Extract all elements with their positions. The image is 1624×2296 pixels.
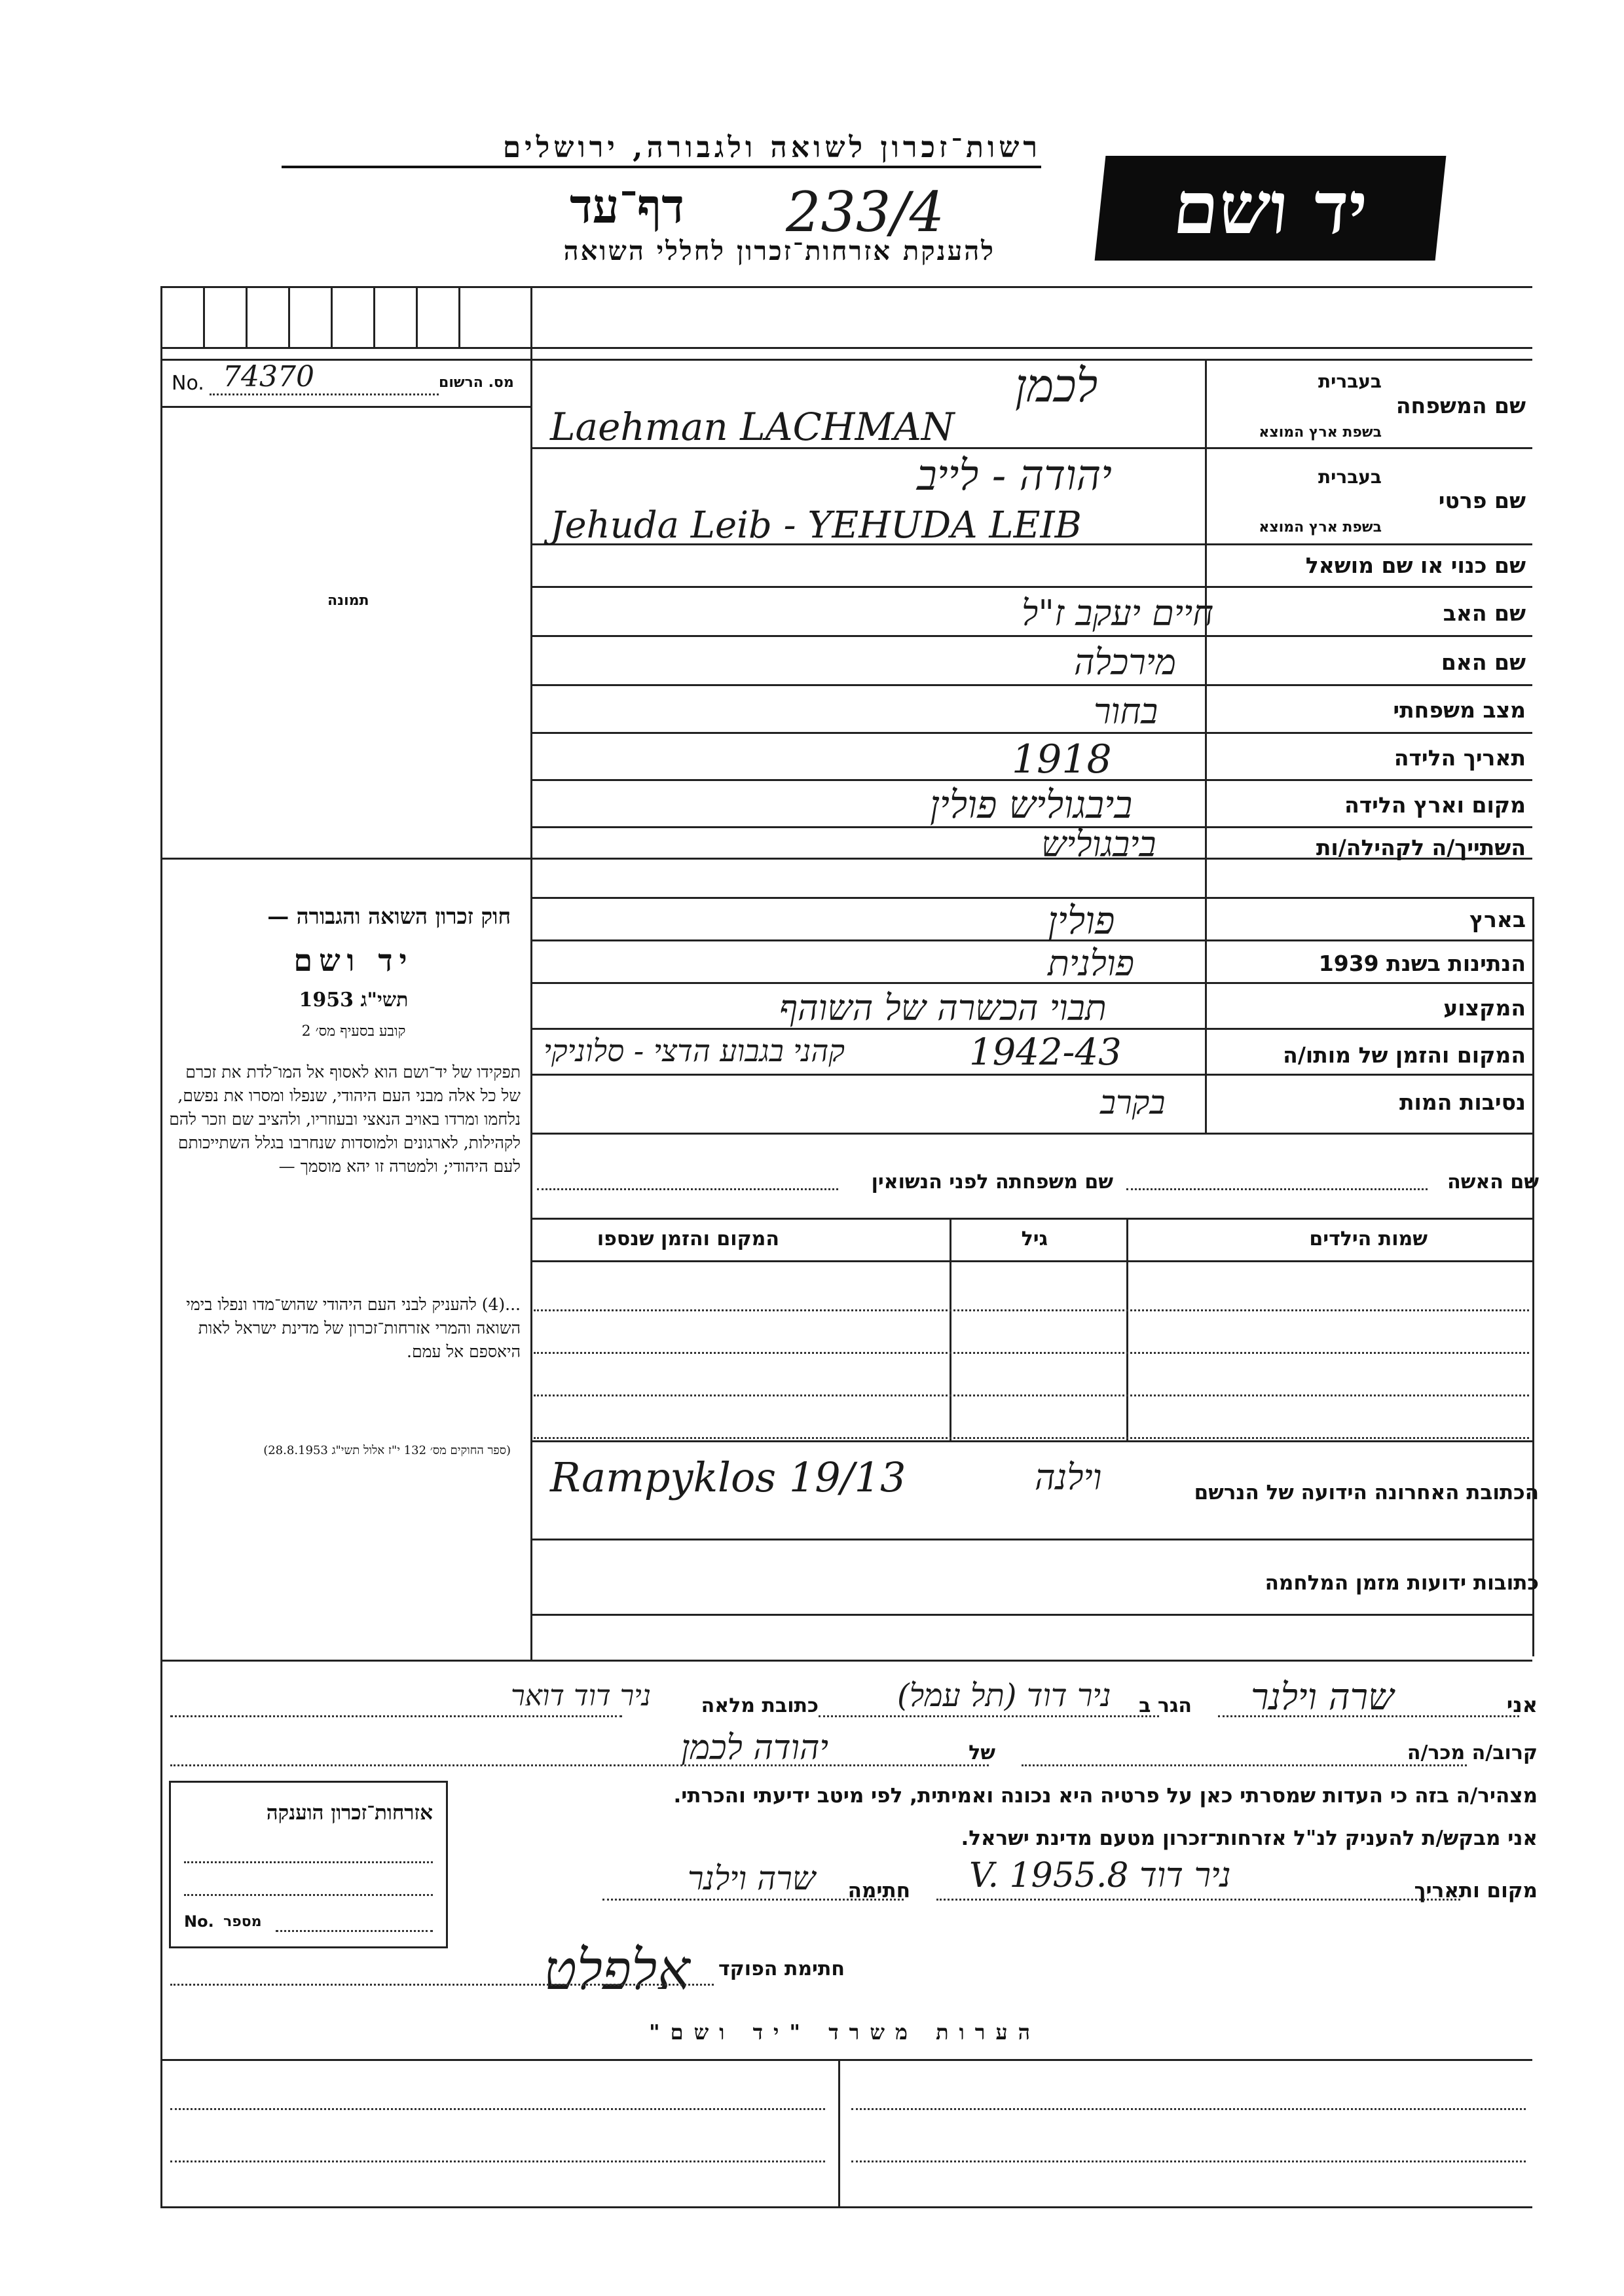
full-address-value: ניר דוד דואר (511, 1679, 652, 1713)
of-label: של (969, 1741, 995, 1764)
death-place-time-label: המקום והזמן של מותו/ה (1283, 1042, 1526, 1068)
declarant-ani: אני (1506, 1692, 1538, 1717)
table-row (534, 1394, 1529, 1396)
family-hebrew-sublabel: בעברית (1318, 371, 1382, 392)
family-name-label: שם המשפחה (1395, 393, 1526, 418)
marital-label: מצב משפחתי (1393, 697, 1526, 723)
death-cause-label: נסיבות המות (1399, 1089, 1526, 1115)
law-paragraph-2: ...(4) להעניק לבני העם היהודי שהוש־מדו ונפלו בימי השואה והמרי אזרחות־זכרון של מדינת ישראל לאות היאספם אל עמם. (186, 1295, 521, 1361)
first-hebrew-sublabel: בעברית (1318, 466, 1382, 488)
citizenship-box-title: אזרחות־זכרון הוענקה (266, 1801, 433, 1825)
birth-place-value: ביבגוליש פולין (930, 782, 1133, 827)
page-number: 233/4 (786, 180, 945, 244)
law-paragraph-1: תפקידו של יד־ושם הוא לאסוף אל המו־לדת את זכרם של כל אלה מבני העם היהודי, שנפלו ומסרו את נפשם, נלחמו ומרדו באויב הנאצי ובעוזריו, ולהציב שם וזכר להם לקהילות, לארגונים ולמוסדות שנחרבו בגלל השתייכותם לעם היהודי; ולמטרה זו יהא מוסמך — (169, 1063, 521, 1176)
birth-place-label: מקום וארץ הלידה (1344, 792, 1526, 818)
table-row (534, 1437, 1529, 1439)
table-row (534, 1309, 1529, 1311)
table-row (534, 1352, 1529, 1354)
office-notes-title: הערות משרד "יד ושם" (648, 2020, 1041, 2045)
death-years-value: 1942-43 (969, 1031, 1122, 1074)
country-value: פולין (1048, 898, 1115, 943)
family-origin-sublabel: בשפת ארץ המוצא (1259, 424, 1382, 441)
logo-text: יד ושם (1169, 166, 1372, 250)
profession-value: תבוי הכשרה של השוהף (779, 987, 1107, 1029)
first-name-origin-value: Jehuda Leib - YEHUDA LEIB (550, 504, 1082, 547)
family-name-origin-value: Laehman LACHMAN (550, 405, 955, 449)
last-address-value: Rampyklos 19/13 (550, 1453, 906, 1501)
community-value: ביבגוליש (1041, 824, 1156, 865)
official-signature-label: חתימת הפוקד (718, 1958, 845, 1980)
children-header-place-time: המקום והזמן שנספו (597, 1228, 779, 1250)
birth-date-value: 1918 (1012, 737, 1112, 782)
full-address-label: כתובת מלאה (701, 1694, 819, 1717)
wife-maiden-label: שם משפחתה לפני הנשואין (871, 1171, 1113, 1194)
relation-label: קרוב/ה מכר/ה (1407, 1741, 1538, 1764)
children-header-age: גיל (1021, 1228, 1048, 1250)
country-label: בארץ (1469, 907, 1526, 932)
first-origin-sublabel: בשפת ארץ המוצא (1259, 519, 1382, 536)
first-name-label: שם פרטי (1438, 488, 1526, 513)
registration-no-hebrew: מס. הרשום (439, 374, 514, 391)
place-date-label: מקום ותאריך (1414, 1879, 1538, 1903)
profession-label: המקצוע (1443, 995, 1526, 1021)
wife-label: שם האשה (1447, 1171, 1539, 1194)
citizenship-no-label: No. (184, 1912, 214, 1931)
of-value: יהודה לכמן (681, 1728, 829, 1768)
authority-line: רשות־זכרון לשואה ולגבורה, ירושלים (282, 131, 1041, 168)
declaration-text: מצהיר/ה בזה כי העדות שמסרתי כאן על פרטיה היא נכונה ואמיתית, לפי מיטב ידיעתי והכרתי. (673, 1784, 1538, 1808)
place-date-value: ניר דוד 8.V. 1955 (969, 1856, 1231, 1895)
photo-label: תמונה (327, 592, 369, 609)
death-place-value: קהני בגבוע הדצי - סלוניקי (544, 1033, 845, 1068)
declarant-lives-label: הגר ב (1139, 1694, 1192, 1717)
last-address-city: וילנה (1035, 1457, 1102, 1498)
registration-no-label: No. (172, 372, 204, 395)
yad-vashem-logo (1095, 156, 1447, 261)
death-cause-value: בקרב (1100, 1084, 1166, 1121)
request-text: אני מבקש/ת להעניק לנ"ל אזרחות־זכרון מטעם מדינת ישראל. (961, 1827, 1538, 1850)
first-name-hebrew-value: יהודה - לייב (917, 452, 1112, 500)
family-name-hebrew-value: לכמן (1015, 359, 1098, 412)
nickname-label: שם כנוי או שם מושאל (1305, 553, 1526, 578)
mother-value: מירכלה (1074, 642, 1176, 683)
wartime-addresses-label: כתובות ידועות מזמן המלחמה (1264, 1571, 1539, 1595)
father-value: חיים יעקב ז"ל (1022, 592, 1214, 634)
marital-value: בחור (1094, 691, 1158, 732)
official-signature-value: אלפלט (544, 1938, 690, 2002)
law-name: יד ושם (293, 943, 414, 978)
signature-value: שרה וילנר (688, 1859, 816, 1897)
law-year: תשי"ג 1953 (299, 989, 409, 1011)
birth-date-label: תאריך הלידה (1393, 745, 1526, 771)
law-section: קובע בסעיף מס׳ 2 (301, 1023, 406, 1040)
law-source: (ספר החוקים מס׳ 132 י"ז אלול תשי"ג 28.8.1953) (263, 1444, 511, 1457)
citizenship-no-hebrew: מספר (223, 1914, 262, 1930)
community-label: השתייך/ה לקהילה/ות (1316, 835, 1526, 860)
last-address-label: הכתובת האחרונה הידועה של הנרשם (1194, 1481, 1539, 1504)
declarant-lives-value: ניר דוד (תל עמל) (897, 1677, 1111, 1714)
form-subtitle: להענקת אזרחות־זכרון לחללי השואה (563, 236, 995, 266)
citizenship-label: הנתינות בשנת 1939 (1318, 951, 1526, 976)
children-header-names: שמות הילדים (1309, 1228, 1428, 1250)
father-label: שם האב (1443, 600, 1526, 626)
citizenship-granted-box (169, 1781, 448, 1948)
citizenship-value: פולנית (1048, 943, 1135, 984)
form-title: דף־עד (570, 178, 684, 234)
registration-no-value: 74370 (210, 360, 439, 395)
declarant-name: שרה וילנר (1251, 1676, 1394, 1719)
signature-label: חתימה (847, 1879, 910, 1903)
law-title: חוק זכרון השואה והגבורה — (267, 903, 511, 929)
mother-label: שם האם (1441, 649, 1526, 675)
